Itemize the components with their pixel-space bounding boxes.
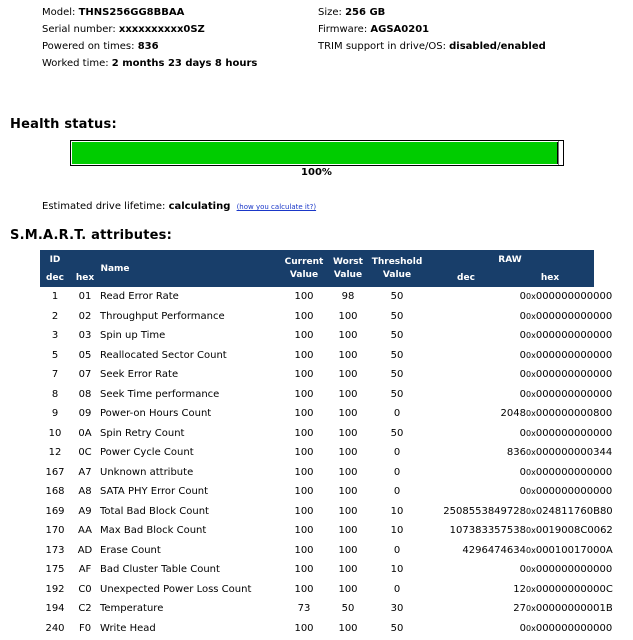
attr-raw-dec: 0 bbox=[519, 564, 526, 576]
table-row[interactable] bbox=[40, 599, 594, 619]
attr-worst: 98 bbox=[341, 291, 355, 303]
hex-prefix: 0x bbox=[526, 545, 536, 555]
attr-id-hex: 02 bbox=[78, 310, 92, 322]
health-progress-end bbox=[558, 141, 563, 165]
attr-id-dec: 3 bbox=[51, 330, 59, 342]
attr-raw-dec: 0 bbox=[519, 466, 526, 478]
attr-raw-hex: 00010017000A bbox=[535, 544, 613, 556]
attr-raw-hex: 000000000000 bbox=[535, 388, 613, 400]
attr-raw-hex-cell bbox=[526, 482, 613, 502]
attr-raw-dec: 0 bbox=[519, 291, 526, 303]
attr-name: Unknown attribute bbox=[100, 466, 194, 478]
attr-raw-hex-cell bbox=[526, 365, 613, 385]
worked-time-row bbox=[42, 58, 257, 69]
table-row[interactable] bbox=[40, 619, 594, 639]
attr-raw-dec: 0 bbox=[519, 310, 526, 322]
attr-worst: 100 bbox=[338, 544, 358, 556]
header-raw-dec: dec bbox=[457, 273, 475, 283]
attr-raw-dec: 107383357538 bbox=[449, 525, 526, 537]
attr-id-hex: C0 bbox=[78, 583, 92, 595]
attr-id-dec: 1 bbox=[51, 291, 59, 303]
attr-current: 100 bbox=[294, 310, 314, 322]
attr-id-dec: 167 bbox=[45, 466, 65, 478]
attr-worst: 100 bbox=[338, 310, 358, 322]
attr-raw-hex: 000000000000 bbox=[535, 349, 613, 361]
table-row[interactable] bbox=[40, 385, 594, 405]
attr-raw-hex: 000000000000 bbox=[535, 330, 613, 342]
model-value: THNS256GG8BBAA bbox=[78, 7, 185, 18]
attr-raw-dec: 0 bbox=[519, 622, 526, 634]
smart-table-header bbox=[40, 250, 594, 287]
attr-raw-hex-cell bbox=[526, 404, 613, 424]
trim-label: TRIM support in drive/OS: bbox=[318, 41, 446, 52]
attr-raw-dec: 27 bbox=[513, 603, 526, 615]
attr-id-hex: A8 bbox=[78, 486, 92, 498]
attr-raw-hex: 000000000000 bbox=[535, 466, 613, 478]
attr-id-hex: AF bbox=[78, 564, 92, 576]
attr-name: Max Bad Block Count bbox=[100, 525, 207, 537]
attr-id-hex: 0A bbox=[78, 427, 92, 439]
serial-value: xxxxxxxxxx0SZ bbox=[118, 24, 205, 35]
worked-time-value: 2 months 23 days 8 hours bbox=[111, 58, 258, 69]
attr-id-hex: 0C bbox=[78, 447, 92, 459]
attr-name: Temperature bbox=[100, 603, 164, 615]
attr-raw-hex-cell bbox=[526, 599, 613, 619]
table-row[interactable] bbox=[40, 502, 594, 522]
health-progress-fill bbox=[72, 142, 558, 164]
attr-worst: 100 bbox=[338, 388, 358, 400]
model-label: Model: bbox=[42, 7, 76, 18]
attr-raw-hex-cell bbox=[526, 463, 613, 483]
attr-id-hex: 05 bbox=[78, 349, 92, 361]
attr-raw-hex-cell bbox=[526, 560, 613, 580]
attr-threshold: 50 bbox=[390, 330, 404, 342]
attr-name: Unexpected Power Loss Count bbox=[100, 583, 252, 595]
attr-name: Spin Retry Count bbox=[100, 427, 185, 439]
attr-raw-hex: 000000000000 bbox=[535, 310, 613, 322]
table-row[interactable] bbox=[40, 580, 594, 600]
attr-worst: 100 bbox=[338, 408, 358, 420]
attr-current: 100 bbox=[294, 486, 314, 498]
header-id-hex: hex bbox=[75, 273, 95, 283]
attr-threshold: 0 bbox=[393, 466, 401, 478]
attr-raw-hex-cell bbox=[526, 346, 613, 366]
attr-threshold: 10 bbox=[390, 505, 404, 517]
attr-current: 100 bbox=[294, 505, 314, 517]
table-row[interactable] bbox=[40, 443, 594, 463]
attr-worst: 100 bbox=[338, 466, 358, 478]
attr-current: 100 bbox=[294, 388, 314, 400]
attr-current: 100 bbox=[294, 622, 314, 634]
attr-raw-hex-cell bbox=[526, 307, 613, 327]
size-row bbox=[318, 7, 385, 18]
attr-raw-hex-cell bbox=[526, 326, 613, 346]
attr-raw-hex-cell bbox=[526, 287, 613, 307]
powered-on-row bbox=[42, 41, 159, 52]
attr-current: 100 bbox=[294, 291, 314, 303]
attr-id-dec: 10 bbox=[48, 427, 62, 439]
attr-id-dec: 173 bbox=[45, 544, 65, 556]
attr-worst: 100 bbox=[338, 505, 358, 517]
lifetime-help-link[interactable]: (how you calculate it?) bbox=[236, 203, 317, 211]
hex-prefix: 0x bbox=[526, 526, 536, 536]
attr-threshold: 10 bbox=[390, 525, 404, 537]
attr-worst: 100 bbox=[338, 330, 358, 342]
attr-id-hex: 03 bbox=[78, 330, 92, 342]
health-percent: 100% bbox=[301, 167, 332, 178]
table-row[interactable] bbox=[40, 346, 594, 366]
attr-name: Seek Time performance bbox=[100, 388, 220, 400]
hex-prefix: 0x bbox=[526, 467, 536, 477]
attr-threshold: 50 bbox=[390, 388, 404, 400]
hex-prefix: 0x bbox=[526, 428, 536, 438]
serial-label: Serial number: bbox=[42, 24, 116, 35]
table-row[interactable] bbox=[40, 482, 594, 502]
attr-threshold: 0 bbox=[393, 583, 401, 595]
health-progress-bar bbox=[70, 140, 564, 166]
attr-raw-hex: 000000000000 bbox=[535, 427, 613, 439]
attr-raw-hex: 00000000000C bbox=[535, 583, 613, 595]
attr-raw-dec: 2048 bbox=[500, 408, 526, 420]
attr-id-hex: 09 bbox=[78, 408, 92, 420]
attr-threshold: 0 bbox=[393, 447, 401, 459]
trim-row bbox=[318, 41, 546, 52]
attr-current: 73 bbox=[297, 603, 311, 615]
attr-id-hex: 07 bbox=[78, 369, 92, 381]
lifetime-label: Estimated drive lifetime: bbox=[42, 201, 166, 212]
header-id-dec: dec bbox=[46, 273, 64, 283]
attr-threshold: 50 bbox=[390, 349, 404, 361]
attr-worst: 100 bbox=[338, 427, 358, 439]
table-row[interactable] bbox=[40, 404, 594, 424]
attr-raw-hex: 000000000000 bbox=[535, 622, 613, 634]
attr-raw-hex: 000000000000 bbox=[535, 486, 613, 498]
attr-id-hex: A9 bbox=[78, 505, 92, 517]
attr-id-hex: C2 bbox=[78, 603, 92, 615]
table-row[interactable] bbox=[40, 307, 594, 327]
hex-prefix: 0x bbox=[526, 506, 536, 516]
table-row[interactable] bbox=[40, 365, 594, 385]
attr-name: Seek Error Rate bbox=[100, 369, 179, 381]
attr-worst: 100 bbox=[338, 349, 358, 361]
attr-id-dec: 240 bbox=[45, 622, 65, 634]
attr-id-dec: 5 bbox=[51, 349, 59, 361]
attr-current: 100 bbox=[294, 544, 314, 556]
powered-on-value: 836 bbox=[137, 41, 159, 52]
size-value: 256 GB bbox=[345, 7, 386, 18]
table-row[interactable] bbox=[40, 541, 594, 561]
attr-worst: 100 bbox=[338, 564, 358, 576]
hex-prefix: 0x bbox=[526, 311, 536, 321]
attr-raw-dec: 0 bbox=[519, 369, 526, 381]
attr-worst: 100 bbox=[338, 447, 358, 459]
attr-raw-hex: 000000000000 bbox=[535, 291, 613, 303]
attr-name: Throughput Performance bbox=[100, 310, 225, 322]
attr-threshold: 50 bbox=[390, 291, 404, 303]
attr-current: 100 bbox=[294, 525, 314, 537]
attr-id-dec: 8 bbox=[51, 388, 59, 400]
attr-raw-dec: 0 bbox=[519, 486, 526, 498]
attr-id-dec: 9 bbox=[51, 408, 59, 420]
model-row bbox=[42, 7, 184, 18]
attr-id-dec: 169 bbox=[45, 505, 65, 517]
attr-name: SATA PHY Error Count bbox=[100, 486, 209, 498]
firmware-value: AGSA0201 bbox=[370, 24, 430, 35]
hex-prefix: 0x bbox=[526, 409, 536, 419]
hex-prefix: 0x bbox=[526, 623, 536, 633]
attr-raw-hex: 000000000344 bbox=[535, 447, 613, 459]
attr-raw-hex-cell bbox=[526, 424, 613, 444]
attr-threshold: 50 bbox=[390, 369, 404, 381]
attr-id-hex: A7 bbox=[78, 466, 92, 478]
serial-row bbox=[42, 24, 205, 35]
health-status-title: Health status: bbox=[10, 117, 117, 132]
attr-name: Erase Count bbox=[100, 544, 161, 556]
attr-raw-hex-cell bbox=[526, 580, 613, 600]
size-label: Size: bbox=[318, 7, 342, 18]
attr-raw-dec: 0 bbox=[519, 427, 526, 439]
attr-current: 100 bbox=[294, 369, 314, 381]
attr-raw-dec: 4296474634 bbox=[462, 544, 526, 556]
attr-worst: 100 bbox=[338, 525, 358, 537]
header-current: Current bbox=[284, 257, 324, 267]
attr-raw-hex-cell bbox=[526, 502, 613, 522]
attr-threshold: 50 bbox=[390, 427, 404, 439]
attr-current: 100 bbox=[294, 330, 314, 342]
attr-threshold: 0 bbox=[393, 486, 401, 498]
table-row[interactable] bbox=[40, 287, 594, 307]
attr-current: 100 bbox=[294, 583, 314, 595]
hex-prefix: 0x bbox=[526, 370, 536, 380]
smart-table-body bbox=[40, 287, 613, 638]
attr-raw-hex: 00000000001B bbox=[535, 603, 613, 615]
hex-prefix: 0x bbox=[526, 448, 536, 458]
attr-name: Reallocated Sector Count bbox=[100, 349, 227, 361]
attr-id-dec: 7 bbox=[51, 369, 59, 381]
attr-threshold: 0 bbox=[393, 544, 401, 556]
header-raw: RAW bbox=[498, 255, 522, 265]
attr-raw-dec: 0 bbox=[519, 349, 526, 361]
hex-prefix: 0x bbox=[526, 604, 536, 614]
attr-id-hex: AD bbox=[77, 544, 93, 556]
attr-threshold: 0 bbox=[393, 408, 401, 420]
attr-raw-hex-cell bbox=[526, 541, 613, 561]
attr-threshold: 30 bbox=[390, 603, 404, 615]
attr-current: 100 bbox=[294, 408, 314, 420]
header-threshold-value: Value bbox=[382, 270, 412, 280]
attr-raw-hex-cell bbox=[526, 443, 613, 463]
attr-raw-hex: 000000000000 bbox=[535, 564, 613, 576]
attr-id-hex: 08 bbox=[78, 388, 92, 400]
attr-name: Bad Cluster Table Count bbox=[100, 564, 220, 576]
table-row[interactable] bbox=[40, 463, 594, 483]
attr-id-hex: 01 bbox=[78, 291, 92, 303]
table-row[interactable] bbox=[40, 326, 594, 346]
attr-raw-hex: 000000000800 bbox=[535, 408, 613, 420]
hex-prefix: 0x bbox=[526, 350, 536, 360]
header-threshold: Threshold bbox=[371, 257, 423, 267]
trim-value: disabled/enabled bbox=[449, 41, 546, 52]
attr-raw-hex: 0019008C0062 bbox=[535, 525, 613, 537]
attr-current: 100 bbox=[294, 349, 314, 361]
attr-threshold: 10 bbox=[390, 564, 404, 576]
table-row[interactable] bbox=[40, 560, 594, 580]
attr-id-dec: 194 bbox=[45, 603, 65, 615]
attr-raw-dec: 2508553849728 bbox=[443, 505, 526, 517]
attr-raw-hex-cell bbox=[526, 385, 613, 405]
attr-name: Spin up Time bbox=[100, 330, 166, 342]
attr-current: 100 bbox=[294, 564, 314, 576]
hex-prefix: 0x bbox=[526, 389, 536, 399]
attr-id-dec: 175 bbox=[45, 564, 65, 576]
attr-name: Power Cycle Count bbox=[100, 447, 194, 459]
attr-current: 100 bbox=[294, 466, 314, 478]
attr-raw-hex: 024811760B80 bbox=[535, 505, 613, 517]
attr-name: Total Bad Block Count bbox=[100, 505, 209, 517]
attr-raw-dec: 0 bbox=[519, 330, 526, 342]
attr-id-hex: AA bbox=[78, 525, 92, 537]
hex-prefix: 0x bbox=[526, 565, 536, 575]
lifetime-value: calculating bbox=[168, 201, 231, 212]
attr-worst: 50 bbox=[341, 603, 355, 615]
attr-raw-dec: 836 bbox=[506, 447, 526, 459]
attr-current: 100 bbox=[294, 447, 314, 459]
lifetime-row bbox=[42, 201, 316, 212]
header-name: Name bbox=[100, 264, 130, 274]
table-row[interactable] bbox=[40, 521, 594, 541]
hex-prefix: 0x bbox=[526, 584, 536, 594]
attr-worst: 100 bbox=[338, 369, 358, 381]
powered-on-label: Powered on times: bbox=[42, 41, 135, 52]
attr-id-dec: 192 bbox=[45, 583, 65, 595]
smart-title: S.M.A.R.T. attributes: bbox=[10, 228, 172, 243]
attr-current: 100 bbox=[294, 427, 314, 439]
attr-name: Read Error Rate bbox=[100, 291, 179, 303]
attr-id-dec: 170 bbox=[45, 525, 65, 537]
header-id: ID bbox=[49, 255, 61, 265]
attr-threshold: 50 bbox=[390, 622, 404, 634]
attr-name: Power-on Hours Count bbox=[100, 408, 212, 420]
header-current-value: Value bbox=[289, 270, 319, 280]
header-worst-value: Value bbox=[333, 270, 363, 280]
attr-worst: 100 bbox=[338, 583, 358, 595]
attr-raw-hex-cell bbox=[526, 619, 613, 639]
attr-id-dec: 12 bbox=[48, 447, 62, 459]
attr-id-dec: 2 bbox=[51, 310, 59, 322]
attr-raw-hex-cell bbox=[526, 521, 613, 541]
attr-raw-dec: 0 bbox=[519, 388, 526, 400]
attr-id-hex: F0 bbox=[78, 622, 92, 634]
header-worst: Worst bbox=[333, 257, 363, 267]
attr-worst: 100 bbox=[338, 486, 358, 498]
firmware-label: Firmware: bbox=[318, 24, 368, 35]
table-row[interactable] bbox=[40, 424, 594, 444]
worked-time-label: Worked time: bbox=[42, 58, 109, 69]
attr-threshold: 50 bbox=[390, 310, 404, 322]
attr-worst: 100 bbox=[338, 622, 358, 634]
hex-prefix: 0x bbox=[526, 487, 536, 497]
firmware-row bbox=[318, 24, 429, 35]
attr-raw-hex: 000000000000 bbox=[535, 369, 613, 381]
hex-prefix: 0x bbox=[526, 292, 536, 302]
header-raw-hex: hex bbox=[540, 273, 560, 283]
attr-id-dec: 168 bbox=[45, 486, 65, 498]
hex-prefix: 0x bbox=[526, 331, 536, 341]
attr-name: Write Head bbox=[100, 622, 156, 634]
smart-table bbox=[40, 287, 613, 638]
attr-raw-dec: 12 bbox=[513, 583, 526, 595]
